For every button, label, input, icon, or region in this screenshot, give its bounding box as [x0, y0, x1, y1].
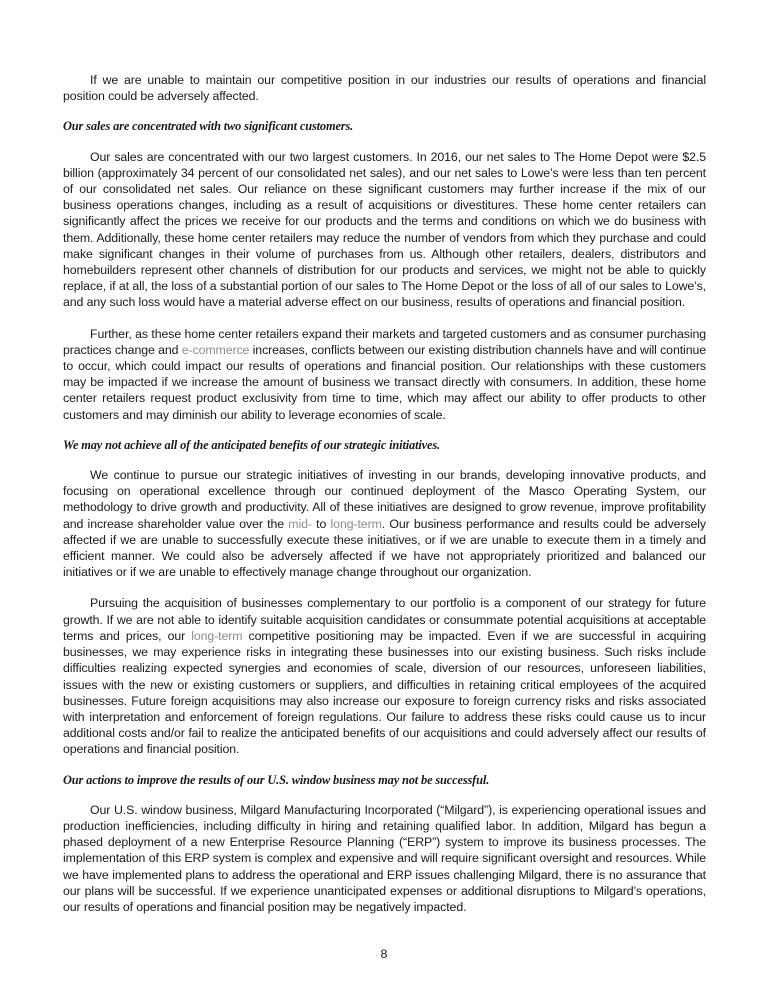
text-run: competitive positioning may be impacted. Even if we are successful in acquiring businesses, we may experience risks in integrating these businesses into our existing business. Such risks include difficulties realizing expected synergies and economies of scale, diversion of our resources, unforeseen liabilities, issues with the new or existing customers or suppliers, and difficulties in retaining critical employees of the acquired businesses. Future foreign acquisitions may also increase our exposure to foreign currency risks and risks associated with interpretation and enforcement of foreign regulations. Our failure to address these risks could cause us to incur additional costs and/or fail to realize the anticipated benefits of our acquisitions and could adversely affect our results of operations and financial position.: [63, 628, 707, 757]
text-run: We continue to pursue our strategic initiatives of investing in our brands, developing innovative products, and focusing on operational excellence through our continued deployment of the Masco Operating System, our methodology to drive growth and productivity. All of these initiatives are designed to grow revenue, improve profitability and increase shareholder value over the: [63, 468, 706, 531]
term-mid: mid-: [288, 516, 312, 531]
term-e-commerce: e-commerce: [181, 342, 250, 357]
paragraph-customer-concentration: Our sales are concentrated with our two largest customers. In 2016, our net sales to The Home Depot were $2.5 billion (approximately 34 percent of our consolidated net sales), and our net sales to Lowe’s were less than ten percent of our consolidated net sales. Our reliance on these significant customers may further increase if the mix of our business operations changes, including as a result of acquisitions or divestitures. These home center retailers can significantly affect the prices we receive for our products and the terms and conditions on which we do business with them. Additionally, these home center retailers may reduce the number of vendors from which they purchase and could make significant changes in their volume of purchases from us. Although other retailers, dealers, distributors and homebuilders represent other channels of distribution for our products and services, we might not be able to quickly replace, if at all, the loss of a substantial portion of our sales to The Home Depot or the loss of all of our sales to Lowe’s, and any such loss would have a material adverse effect on our business, results of operations and financial position.: [63, 149, 706, 310]
section-heading-customers: Our sales are concentrated with two significant customers.: [63, 119, 354, 134]
text-run: . Our business performance and results could be adversely affected if we are unable to successfully execute these initiatives, or if we are unable to execute them in a timely and efficient manner. We could also be adversely affected if we have not appropriately prioritized and balanced our initiatives or if we are unable to effectively manage change throughout our organization.: [63, 516, 707, 580]
text-run: to: [311, 516, 331, 531]
paragraph-strategic-initiatives: [63, 467, 706, 580]
term-long-term: long-term: [191, 628, 243, 643]
section-heading-window-business: Our actions to improve the results of our U.S. window business may not be successful.: [63, 772, 490, 787]
paragraph-retailer-conflicts: [63, 326, 706, 423]
page-number: 8: [380, 947, 388, 961]
document-page: [63, 72, 706, 915]
term-long-term: long-term: [330, 516, 382, 531]
paragraph-acquisitions: [63, 595, 706, 757]
intro-paragraph: If we are unable to maintain our competitive position in our industries our results of operations and financial position could be adversely affected.: [63, 73, 706, 104]
paragraph-milgard: Our U.S. window business, Milgard Manufacturing Incorporated (“Milgard”), is experiencing operational issues and production inefficiencies, including difficulty in hiring and retaining qualified labor. In addition, Milgard has begun a phased deployment of a new Enterprise Resource Planning (“ERP”) system to improve its business processes. The implementation of this ERP system is complex and expensive and will require significant oversight and resources. While we have implemented plans to address the operational and ERP issues challenging Milgard, there is no assurance that our plans will be successful. If we experience unanticipated expenses or additional disruptions to Milgard’s operations, our results of operations and financial position may be negatively impacted.: [63, 802, 706, 914]
text-run: increases, conflicts between our existing distribution channels have and will continue to occur, which could impact our results of operations and financial position. Our relationships with these customers may be impacted if we increase the amount of business we transact directly with consumers. In addition, these home center retailers request product exclusivity from time to time, which may affect our ability to offer products to other customers and may diminish our ability to leverage economies of scale.: [63, 342, 706, 422]
text-run: Pursuing the acquisition of businesses complementary to our portfolio is a component of our strategy for future growth. If we are not able to identify suitable acquisition candidates or consummate potential acquisitions at acceptable terms and prices, our: [63, 596, 706, 643]
section-heading-strategic-initiatives: We may not achieve all of the anticipated benefits of our strategic initiatives.: [63, 437, 441, 452]
text-run: Further, as these home center retailers expand their markets and targeted customers and as consumer purchasing practices change and: [63, 326, 706, 357]
